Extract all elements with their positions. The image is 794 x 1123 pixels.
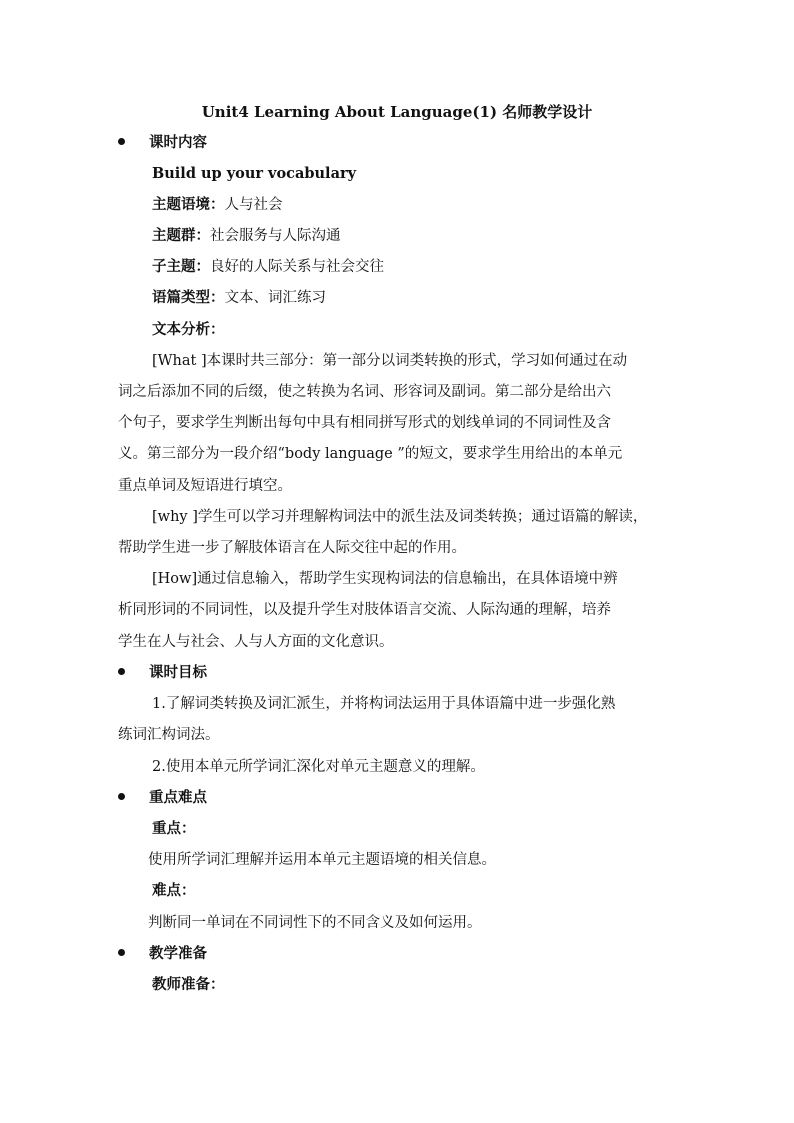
difficult-text: 判断同一单词在不同词性下的不同含义及如何运用。: [148, 915, 482, 931]
goal-line: 2.使用本单元所学词汇深化对单元主题意义的理解。: [152, 759, 485, 775]
what-paragraph-line: [What ]本课时共三部分：第一部分以词类转换的形式，学习如何通过在动: [152, 353, 628, 369]
key-text: 使用所学词汇理解并运用本单元主题语境的相关信息。: [148, 852, 496, 868]
how-paragraph-line: [How]通过信息输入，帮助学生实现构词法的信息输出，在具体语境中辨: [152, 571, 618, 587]
goal-line: 1.了解词类转换及词汇派生，并将构词法运用于具体语篇中进一步强化熟: [152, 696, 616, 712]
what-paragraph-line: 个句子，要求学生判断出每句中具有相同拼写形式的划线单词的不同词性及含: [118, 415, 611, 431]
why-paragraph-line: [why ]学生可以学习并理解构词法中的派生法及词类转换；通过语篇的解读，: [152, 509, 648, 525]
bullet-icon: [118, 949, 125, 956]
bullet-icon: [118, 793, 125, 800]
text-type-value: 文本、词汇练习: [224, 290, 326, 306]
theme-group-label: 主题群：: [152, 227, 210, 244]
subtopic-row: [152, 257, 384, 277]
text-type-label: 语篇类型：: [152, 289, 225, 306]
how-paragraph-line: 学生在人与社会、人与人方面的文化意识。: [118, 634, 394, 650]
theme-group-value: 社会服务与人际沟通: [210, 228, 341, 244]
section-key-points: [118, 788, 207, 808]
bullet-icon: [118, 668, 125, 675]
section-teaching-prep: [118, 944, 207, 964]
section-lesson-content: [118, 133, 207, 153]
bullet-icon: [118, 138, 125, 145]
section-heading: 课时内容: [149, 134, 207, 151]
text-analysis-label: 文本分析：: [152, 321, 225, 338]
section-heading: 教学准备: [149, 945, 207, 962]
subtopic-label: 子主题：: [152, 258, 210, 275]
theme-context-row: [152, 195, 283, 215]
difficult-label: 难点：: [152, 882, 196, 899]
what-paragraph-line: 重点单词及短语进行填空。: [118, 478, 292, 494]
what-paragraph-line: 词之后添加不同的后缀，使之转换为名词、形容词及副词。第二部分是给出六: [118, 384, 611, 400]
text-type-row: [152, 288, 326, 308]
section-heading: 课时目标: [149, 664, 207, 681]
how-paragraph-line: 析同形词的不同词性，以及提升学生对肢体语言交流、人际沟通的理解，培养: [118, 602, 611, 618]
teacher-prep-label: 教师准备：: [152, 976, 225, 993]
key-label: 重点：: [152, 820, 196, 837]
why-paragraph-line: 帮助学生进一步了解肢体语言在人际交往中起的作用。: [118, 540, 466, 556]
section-heading: 重点难点: [149, 789, 207, 806]
goal-line: 练词汇构词法。: [118, 727, 220, 743]
document-title: Unit4 Learning About Language(1) 名师教学设计: [201, 103, 593, 121]
lesson-topic: Build up your vocabulary: [152, 165, 357, 182]
subtopic-value: 良好的人际关系与社会交往: [210, 259, 384, 275]
what-paragraph-line: 义。第三部分为一段介绍“body language ”的短文，要求学生用给出的本单元: [118, 446, 623, 462]
theme-context-label: 主题语境：: [152, 196, 225, 213]
section-lesson-goals: [118, 663, 207, 683]
theme-context-value: 人与社会: [224, 197, 283, 213]
theme-group-row: [152, 226, 341, 246]
